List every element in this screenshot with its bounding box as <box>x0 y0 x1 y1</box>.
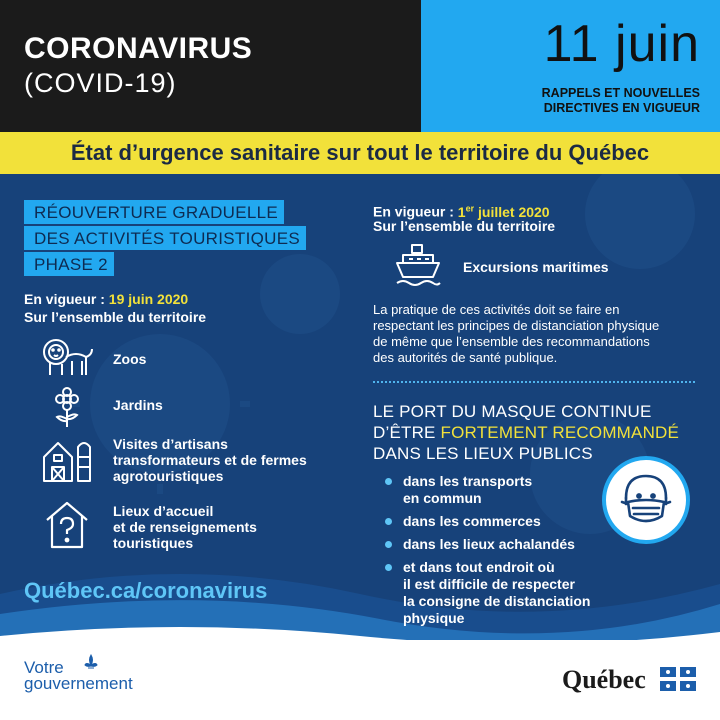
left-territory: Sur l’ensemble du territoire <box>24 309 207 325</box>
bullet-dot <box>385 518 392 525</box>
wave-decoration <box>0 618 720 658</box>
header-rappels <box>440 86 700 116</box>
header-date-panel <box>421 0 720 132</box>
header-title: CORONAVIRUS <box>24 32 253 65</box>
rappels-line-2: DIRECTIVES EN VIGUEUR <box>543 101 700 115</box>
barn-icon <box>40 437 96 483</box>
bullet-dot <box>385 478 392 485</box>
flower-icon <box>52 387 82 429</box>
item-jardins: Jardins <box>113 397 163 413</box>
votre-line-2: gouvernement <box>24 674 133 693</box>
phase-tag-2: DES ACTIVITÉS TOURISTIQUES <box>24 226 306 250</box>
mask-heading-line-2 <box>373 422 703 443</box>
emergency-banner <box>0 132 720 174</box>
item-accueil-line-2: et de renseignements <box>113 519 257 535</box>
phase-tag-1: RÉOUVERTURE GRADUELLE <box>24 200 284 224</box>
para-line-3: de même que l’ensemble des recommandations <box>373 334 650 349</box>
bullet-1-line-2: en commun <box>403 490 482 506</box>
header-subtitle: (COVID-19) <box>24 68 177 98</box>
quebec-url-link[interactable]: Québec.ca/coronavirus <box>24 578 268 603</box>
quebec-logo-text: Québec <box>562 665 646 694</box>
right-vigueur-rest: juillet 2020 <box>474 203 550 220</box>
bullet-4-line-2: il est difficile de respecter <box>403 576 575 592</box>
right-vigueur-prefix: En vigueur : <box>373 203 458 220</box>
bullet-text <box>403 559 590 627</box>
item-artisans <box>113 436 307 484</box>
left-vigueur-date: 19 juin 2020 <box>108 291 189 307</box>
dotted-divider <box>373 381 695 383</box>
header-dark-panel <box>0 0 421 132</box>
face-mask-badge <box>602 456 690 544</box>
house-question-icon <box>44 500 90 550</box>
right-vigueur-day: 1 <box>457 203 466 220</box>
mask-heading-prefix: D’ÊTRE <box>373 423 441 442</box>
right-territory: Sur l’ensemble du territoire <box>373 218 556 234</box>
header-date: 11 juin <box>543 15 700 73</box>
bullet-dot <box>385 541 392 548</box>
bullet-1-line-1: dans les transports <box>403 473 533 489</box>
item-accueil <box>113 503 257 551</box>
quebec-flag-icon <box>660 667 696 691</box>
bullet-4-line-4: physique <box>403 610 465 626</box>
bullet-text: dans les lieux achalandés <box>403 536 575 552</box>
item-accueil-line-3: touristiques <box>113 535 194 551</box>
item-zoos: Zoos <box>113 351 147 367</box>
bullet-text <box>403 473 532 507</box>
face-mask-icon <box>614 468 678 532</box>
right-paragraph <box>373 302 659 366</box>
votre-gouvernement-logo <box>24 660 133 692</box>
para-line-1: La pratique de ces activités doit se faire en <box>373 302 620 317</box>
bullet-text: dans les commerces <box>403 513 541 529</box>
item-accueil-line-1: Lieux d’accueil <box>113 503 214 519</box>
bullet-4-line-1: et dans tout endroit où <box>403 559 555 575</box>
bullet-4-line-3: la consigne de distanciation <box>403 593 591 609</box>
banner-text: État d’urgence sanitaire sur tout le territoire du Québec <box>70 140 650 165</box>
votre-line-1: Votre <box>24 658 64 677</box>
ship-icon <box>395 243 441 287</box>
item-artisans-line-1: Visites d’artisans <box>113 436 228 452</box>
mask-heading-line-3: DANS LES LIEUX PUBLICS <box>373 444 593 463</box>
right-vigueur-sup: er <box>465 203 475 213</box>
para-line-4: des autorités de santé publique. <box>373 350 558 365</box>
item-artisans-line-3: agrotouristiques <box>113 468 224 484</box>
left-vigueur <box>24 291 188 308</box>
left-vigueur-prefix: En vigueur : <box>24 291 109 307</box>
mask-heading <box>373 401 703 464</box>
mask-heading-highlight: FORTEMENT RECOMMANDÉ <box>440 423 680 442</box>
mask-heading-line-1: LE PORT DU MASQUE CONTINUE <box>373 402 652 421</box>
lion-icon <box>42 337 94 379</box>
rappels-line-1: RAPPELS ET NOUVELLES <box>541 86 700 100</box>
item-excursions: Excursions maritimes <box>463 259 609 275</box>
para-line-2: respectant les principes de distanciation physique <box>373 318 660 333</box>
phase-tag-3: PHASE 2 <box>24 252 114 276</box>
item-artisans-line-2: transformateurs et de fermes <box>113 452 307 468</box>
bullet-dot <box>385 564 392 571</box>
